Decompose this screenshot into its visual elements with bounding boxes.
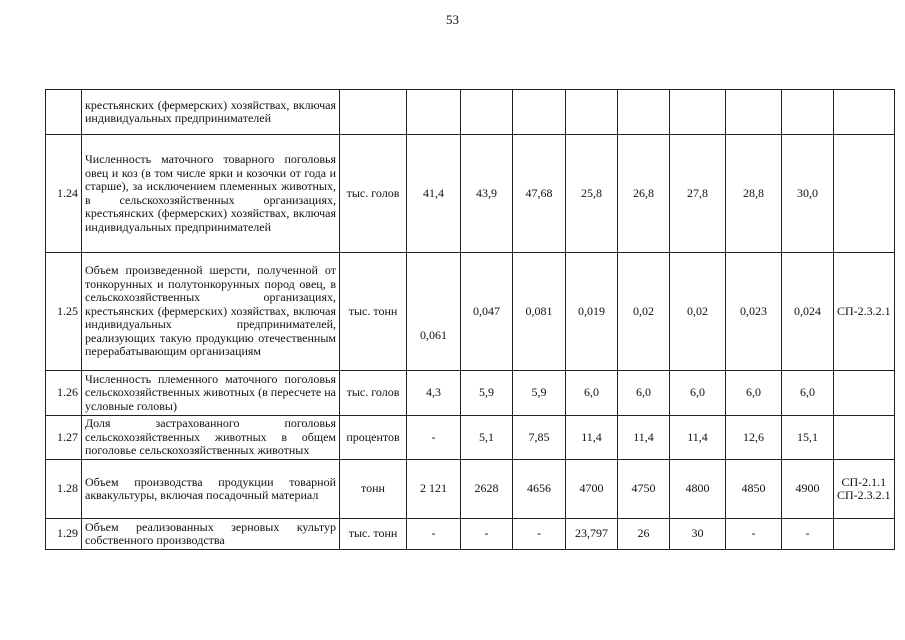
value-cell: 28,8 [726,135,782,253]
program-code [834,90,895,135]
unit-cell [340,90,407,135]
unit-cell: тонн [340,460,407,519]
value-cell: - [513,519,566,550]
value-cell: 4850 [726,460,782,519]
indicator-name: крестьянских (фермерских) хозяйствах, включая индивидуальных предпринимателей [82,90,340,135]
value-cell: 0,081 [513,253,566,371]
value-cell: 25,8 [566,135,618,253]
unit-cell: тыс. тонн [340,519,407,550]
page-number: 53 [446,12,459,27]
unit-cell: тыс. голов [340,135,407,253]
value-cell: 4750 [618,460,670,519]
value-cell: 4700 [566,460,618,519]
program-code: СП-2.1.1 СП-2.3.2.1 [834,460,895,519]
table-row [46,90,895,135]
value-cell: 4800 [670,460,726,519]
value-cell: 12,6 [726,416,782,460]
table-row [46,416,895,460]
table-row [46,371,895,416]
value-cell [566,90,618,135]
indicator-name: Численность племенного маточного поголовья сельскохозяйственных животных (в пересчете на условные головы) [82,371,340,416]
value-cell: 47,68 [513,135,566,253]
value-cell: 11,4 [670,416,726,460]
value-cell: 0,024 [782,253,834,371]
value-cell: 0,047 [461,253,513,371]
value-cell: 11,4 [618,416,670,460]
indicator-name: Объем произведенной шерсти, полученной от тонкорунных и полутонкорунных пород овец, в сельскохозяйственных организациях, крестьянских (фермерских) хозяйствах, включая индивидуальных предпринимателей, реализующих такую продукцию отечественным перерабатывающим организациям [82,253,340,371]
value-cell: 6,0 [782,371,834,416]
value-cell: 7,85 [513,416,566,460]
row-number: 1.25 [46,253,82,371]
value-cell: - [461,519,513,550]
value-cell [726,90,782,135]
indicator-name: Объем производства продукции товарной аквакультуры, включая посадочный материал [82,460,340,519]
value-cell: 6,0 [566,371,618,416]
program-code [834,135,895,253]
indicator-name: Численность маточного товарного поголовья овец и коз (в том числе ярки и козочки от года и старше), за исключением племенных животных, в сельскохозяйственных организациях, крестьянских (фермерских) хозяйствах, включая индивидуальных предпринимателей [82,135,340,253]
value-cell: 15,1 [782,416,834,460]
program-code [834,519,895,550]
value-cell: 0,061 [407,253,461,371]
program-code [834,416,895,460]
value-cell: 4900 [782,460,834,519]
value-cell [618,90,670,135]
value-cell: 4656 [513,460,566,519]
value-cell: - [782,519,834,550]
value-cell: 0,023 [726,253,782,371]
indicators-table [45,89,895,550]
table-row [46,253,895,371]
indicator-name: Доля застрахованного поголовья сельскохозяйственных животных в общем поголовье сельскохозяйственных животных [82,416,340,460]
indicator-name: Объем реализованных зерновых культур собственного производства [82,519,340,550]
value-cell: 6,0 [670,371,726,416]
value-cell: 5,9 [513,371,566,416]
program-code [834,371,895,416]
table-row [46,519,895,550]
unit-cell: тыс. тонн [340,253,407,371]
value-cell: 2628 [461,460,513,519]
table-row [46,135,895,253]
value-cell: 26 [618,519,670,550]
value-cell [407,90,461,135]
unit-cell: тыс. голов [340,371,407,416]
value-cell: 26,8 [618,135,670,253]
value-cell: 4,3 [407,371,461,416]
value-cell: 11,4 [566,416,618,460]
value-cell: - [407,416,461,460]
value-cell: 0,02 [618,253,670,371]
value-cell: 2 121 [407,460,461,519]
value-cell: 5,9 [461,371,513,416]
value-cell: - [407,519,461,550]
value-cell [670,90,726,135]
table-row [46,460,895,519]
row-number: 1.28 [46,460,82,519]
row-number: 1.27 [46,416,82,460]
value-cell [782,90,834,135]
row-number: 1.29 [46,519,82,550]
value-cell: 6,0 [726,371,782,416]
value-cell: 30,0 [782,135,834,253]
program-code: СП-2.3.2.1 [834,253,895,371]
value-cell: 5,1 [461,416,513,460]
value-cell [461,90,513,135]
row-number [46,90,82,135]
value-cell: 43,9 [461,135,513,253]
value-cell: 6,0 [618,371,670,416]
unit-cell: процентов [340,416,407,460]
value-cell: - [726,519,782,550]
value-cell: 30 [670,519,726,550]
value-cell: 0,019 [566,253,618,371]
value-cell [513,90,566,135]
value-cell: 23,797 [566,519,618,550]
row-number: 1.24 [46,135,82,253]
value-cell: 41,4 [407,135,461,253]
value-cell: 0,02 [670,253,726,371]
value-cell: 27,8 [670,135,726,253]
row-number: 1.26 [46,371,82,416]
